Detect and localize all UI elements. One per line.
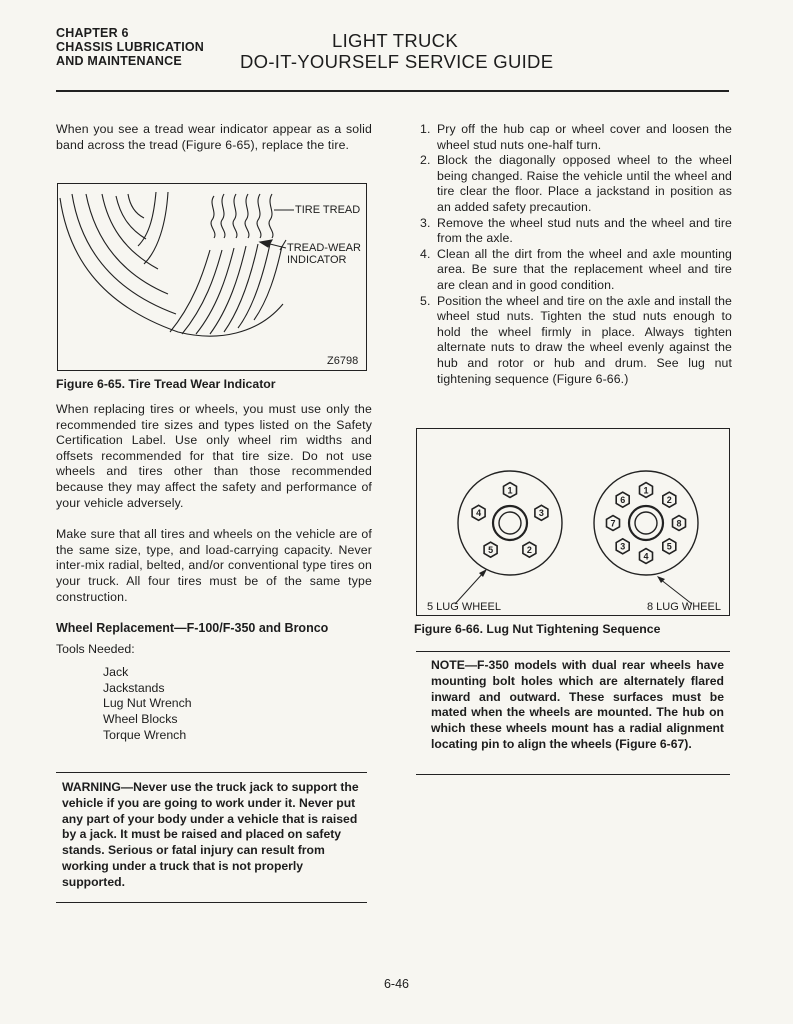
lug-nut-number: 1 [507,485,513,496]
figure-6-65-caption: Figure 6-65. Tire Tread Wear Indicator [56,377,276,391]
list-item [414,216,732,247]
intro-paragraph: When you see a tread wear indicator appear as a solid band across the tread (Figure 6-65), replace the tire. [56,122,372,152]
step-text: Clean all the dirt from the wheel and axle mounting area. Be sure that the replacement wheel and tire are clean and in good condition. [437,246,732,292]
lug-nut-number: 2 [526,545,532,555]
step-number: 4. [420,246,431,261]
lug-nut-number: 5 [666,541,672,552]
left-column [56,122,372,153]
list-item: Lug Nut Wrench [103,696,192,711]
chapter-line: CHAPTER 6 [56,26,129,40]
warning-text: WARNING—Never use the truck jack to support the vehicle if you are going to work under it. Never put any part of your body under a vehicle that is raised by a jack. It must be raised and placed on safety stands. Serious or fatal injury can result from working under a truck that is not properly supported. [62,780,359,889]
left-column-body [56,402,372,605]
same-size-paragraph: Make sure that all tires and wheels on the vehicle are of the same size, type, and load-carrying capacity. Never inter-mix radial, belted, and/or conventional type tires on your truck. All four tires must be of the same type construction. [56,527,372,604]
list-item [414,122,732,153]
label-indicator: INDICATOR [287,254,347,266]
section-heading: Wheel Replacement—F-100/F-350 and Bronco [56,621,329,635]
label-8-lug: 8 LUG WHEEL [647,601,721,613]
label-tread-wear: TREAD-WEAR [287,242,361,254]
tools-needed-label: Tools Needed: [56,642,135,656]
lug-nut-number: 8 [676,518,682,529]
label-tire-tread: TIRE TREAD [295,204,361,216]
lug-nut-number: 5 [488,545,494,555]
lug-nut-number: 4 [476,508,482,519]
page-title [240,30,554,72]
lug-nut-number: 6 [620,495,626,505]
list-item: Jack [103,665,129,679]
procedure-steps [414,122,732,387]
note-text: NOTE—F-350 models with dual rear wheels have mounting bolt holes which are alternately flared inward and outward. These surfaces must be mated when the wheels are mounted. The hub on which these wheels mount has a radial alignment locating pin to align the wheels (Figure 6-67). [431,658,724,751]
lug-nut-number: 3 [538,508,544,519]
list-item: Wheel Blocks [103,712,178,727]
right-column [414,122,732,387]
list-item: Torque Wrench [103,727,187,742]
figure-code: Z6798 [327,355,359,367]
step-text: Position the wheel and tire on the axle and install the wheel stud nuts. Tighten the stud nuts enough to hold the wheel firmly in place. Always tighten alternate nuts to draw the wheel evenly against the hub and rotor or hub and drum. See lug nut tightening sequence (Figure 6-66.) [437,293,732,386]
step-text: Pry off the hub cap or wheel cover and loosen the wheel stud nuts one-half turn. [437,122,732,152]
title-line: LIGHT TRUCK [332,30,458,51]
step-text: Block the diagonally opposed wheel to the wheel being changed. Raise the vehicle until the wheel and tire clear the floor. Place a jackstand in position as an added safety precaution. [437,153,732,214]
tire-tread-figure [57,183,367,371]
lug-nut-number: 1 [643,485,649,496]
list-item [414,294,732,388]
step-text: Remove the wheel stud nuts and the wheel and tire from the axle. [437,215,732,246]
lug-nut-number: 3 [620,541,626,552]
label-5-lug: 5 LUG WHEEL [427,601,501,613]
lug-nut-number: 4 [643,551,649,562]
step-number: 5. [420,293,431,308]
list-item: Jackstands [103,680,165,695]
figure-6-66-caption: Figure 6-66. Lug Nut Tightening Sequence [414,622,661,636]
lug-nut-number: 7 [610,518,616,529]
title-line: DO-IT-YOURSELF SERVICE GUIDE [240,51,554,72]
tools-list [103,665,192,744]
chapter-heading [56,26,204,68]
note-box [416,651,730,775]
header-rule [56,90,729,92]
list-item [414,247,732,294]
page-number: 6-46 [383,977,410,991]
list-item [414,153,732,215]
warning-box [56,772,367,903]
lug-wheel-illustration [417,429,729,615]
lug-nut-figure [416,428,730,616]
chapter-line: CHASSIS LUBRICATION [56,40,205,54]
chapter-line: AND MAINTENANCE [56,54,182,68]
lug-nut-number: 2 [666,495,672,505]
replacing-paragraph: When replacing tires or wheels, you must use only the recommended tire sizes and types listed on the Safety Certification Label. Use only wheel rim widths and offsets recommended for that tire size. Do not use wheels and tires other than those recommended because they may affect the safety and performance of your vehicle adversely. [56,402,372,510]
step-number: 2. [420,153,431,168]
step-number: 1. [420,122,431,136]
step-number: 3. [420,215,431,230]
